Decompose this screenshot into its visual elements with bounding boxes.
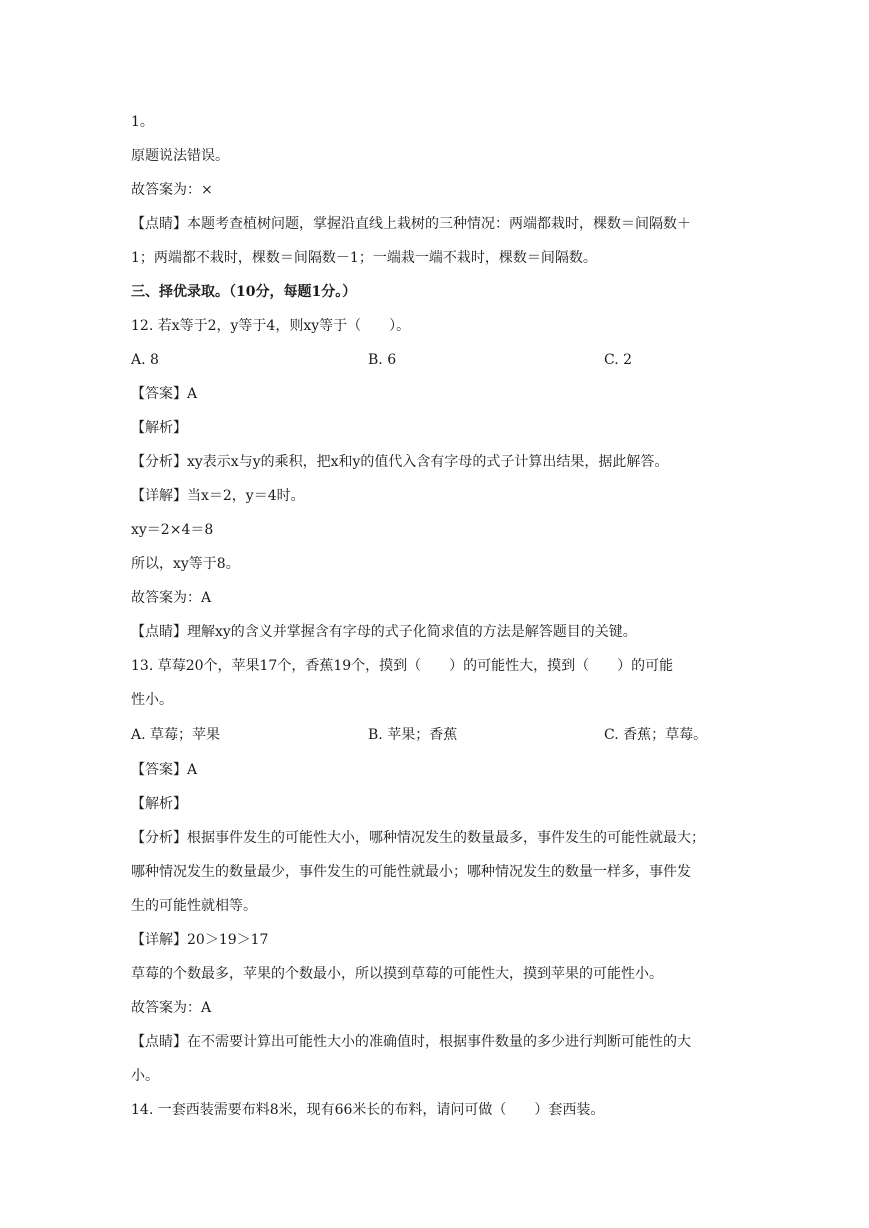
- text-line: 【答案】A: [131, 762, 198, 778]
- text-line: 【解析】: [131, 420, 187, 436]
- text-line: 哪种情况发生的数量最少，事件发生的可能性就最小；哪种情况发生的数量一样多，事件发: [131, 864, 691, 880]
- text-line: 【点睛】本题考查植树问题，掌握沿直线上栽树的三种情况：两端都栽时，棵数＝间隔数＋: [131, 216, 691, 232]
- q13-option-a: A. 草莓；苹果: [131, 727, 221, 743]
- text-line: 【点睛】理解xy的含义并掌握含有字母的式子化简求值的方法是解答题目的关键。: [131, 624, 637, 640]
- question-14: 14. 一套西装需要布料8米，现有66米长的布料，请问可做（ ）套西装。: [131, 1102, 605, 1118]
- text-line: 【详解】20＞19＞17: [131, 932, 269, 948]
- text-line: xy＝2×4＝8: [131, 522, 214, 538]
- text-line: 【解析】: [131, 796, 187, 812]
- text-line: 1；两端都不栽时，棵数＝间隔数－1；一端栽一端不栽时，棵数＝间隔数。: [131, 250, 597, 266]
- q13-option-c: C. 香蕉；草莓。: [604, 727, 708, 743]
- question-13: 13. 草莓20个，苹果17个，香蕉19个，摸到（ ）的可能性大，摸到（ ）的可能: [131, 658, 674, 674]
- question-12: 12. 若x等于2，y等于4，则xy等于（ ）。: [131, 318, 411, 334]
- text-line: 1。: [131, 114, 154, 130]
- q12-option-a: A. 8: [131, 352, 159, 368]
- text-line: 故答案为：A: [131, 590, 212, 606]
- section-heading: 三、择优录取。（10分，每题1分。）: [131, 284, 357, 300]
- text-line: 性小。: [131, 692, 173, 708]
- q13-option-b: B. 苹果；香蕉: [368, 727, 458, 743]
- text-line: 生的可能性就相等。: [131, 898, 257, 914]
- text-line: 【点睛】在不需要计算出可能性大小的准确值时，根据事件数量的多少进行判断可能性的大: [131, 1034, 691, 1050]
- text-line: 草莓的个数最多，苹果的个数最小，所以摸到草莓的可能性大，摸到苹果的可能性小。: [131, 966, 663, 982]
- text-line: 所以，xy等于8。: [131, 556, 240, 572]
- q12-option-b: B. 6: [368, 352, 397, 368]
- text-line: 故答案为：A: [131, 1000, 212, 1016]
- text-line: 故答案为：×: [131, 182, 213, 198]
- text-line: 【分析】根据事件发生的可能性大小，哪种情况发生的数量最多，事件发生的可能性就最大；: [131, 830, 705, 846]
- text-line: 小。: [131, 1068, 159, 1084]
- text-line: 原题说法错误。: [131, 148, 229, 164]
- q12-option-c: C. 2: [604, 352, 633, 368]
- text-line: 【详解】当x＝2，y＝4时。: [131, 488, 305, 504]
- text-line: 【答案】A: [131, 386, 198, 402]
- text-line: 【分析】xy表示x与y的乘积，把x和y的值代入含有字母的式子计算出结果，据此解答。: [131, 454, 669, 470]
